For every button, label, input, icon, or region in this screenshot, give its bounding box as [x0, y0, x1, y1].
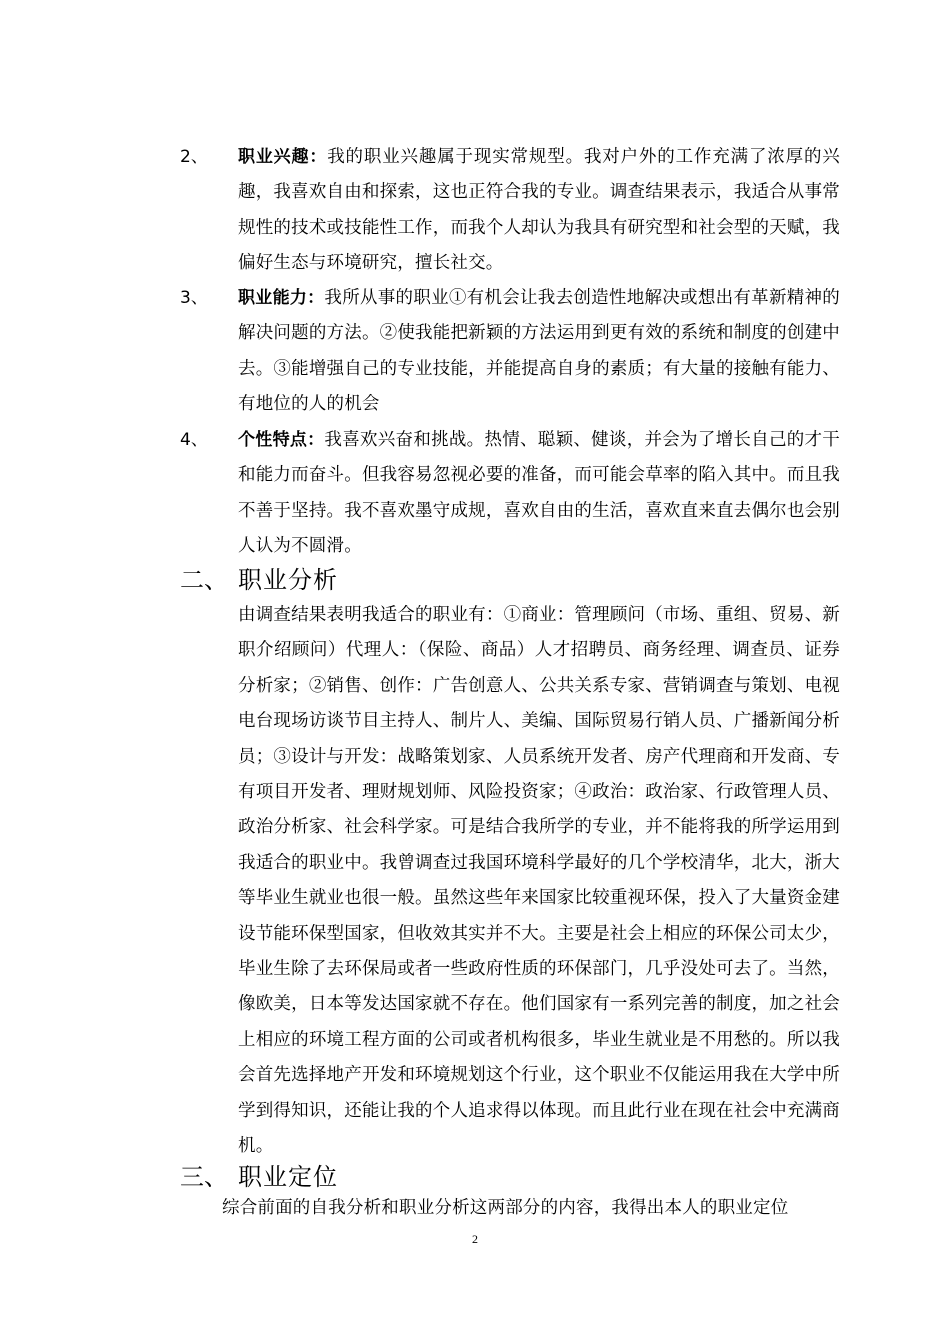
page-number: 2: [472, 1232, 478, 1246]
list-item-text: 我喜欢兴奋和挑战。热情、聪颖、健谈，并会为了增长自己的才干和能力而奋斗。但我容易忽视必要的准备，而可能会草率的陷入其中。而且我不善于坚持。我不喜欢墨守成规，喜欢自由的生活，喜欢直来直去偶尔也会别人认为不圆滑。: [238, 430, 840, 556]
list-item-number: 4、: [180, 430, 208, 450]
list-item-body: [238, 423, 840, 564]
section-number: 三、: [180, 1163, 228, 1191]
section-number: 二、: [180, 566, 228, 594]
list-item-body: [238, 140, 840, 281]
list-item-text: 我所从事的职业①有机会让我去创造性地解决或想出有革新精神的解决问题的方法。②使我能把新颖的方法运用到更有效的系统和制度的创建中去。③能增强自己的专业技能，并能提高自身的素质；有大量的接触有能力、有地位的人的机会: [238, 288, 840, 414]
list-item-number: 2、: [180, 147, 208, 167]
list-item-label: 个性特点：: [238, 430, 325, 450]
section-title: 职业分析: [238, 566, 338, 594]
section-heading-career-analysis: [180, 560, 840, 600]
section-title: 职业定位: [238, 1163, 338, 1191]
section-paragraph-career-analysis: 由调查结果表明我适合的职业有：①商业：管理顾问（市场、重组、贸易、新职介绍顾问）代理人：（保险、商品）人才招聘员、商务经理、调查员、证券分析家；②销售、创作：广告创意人、公共关系专家、营销调查与策划、电视电台现场访谈节目主持人、制片人、美编、国际贸易行销人员、广播新闻分析员；③设计与开发：战略策划家、人员系统开发者、房产代理商和开发商、专有项目开发者、理财规划师、风险投资家；④政治：政治家、行政管理人员、政治分析家、社会科学家。可是结合我所学的专业，并不能将我的所学运用到我适合的职业中。我曾调查过我国环境科学最好的几个学校清华，北大，浙大等毕业生就业也很一般。虽然这些年来国家比较重视环保，投入了大量资金建设节能环保型国家，但收效其实并不大。主要是社会上相应的环保公司太少，毕业生除了去环保局或者一些政府性质的环保部门，几乎没处可去了。当然，像欧美，日本等发达国家就不存在。他们国家有一系列完善的制度，加之社会上相应的环境工程方面的公司或者机构很多，毕业生就业是不用愁的。所以我会首先选择地产开发和环境规划这个行业，这个职业不仅能运用我在大学中所学到得知识，还能让我的个人追求得以体现。而且此行业在现在社会中充满商机。: [238, 605, 840, 1157]
list-item-body: [238, 281, 840, 422]
list-item-text: 我的职业兴趣属于现实常规型。我对户外的工作充满了浓厚的兴趣，我喜欢自由和探索，这也正符合我的专业。调查结果表示，我适合从事常规性的技术或技能性工作，而我个人却认为我具有研究型和社会型的天赋，我偏好生态与环境研究，擅长社交。: [238, 147, 840, 273]
section-paragraph-career-positioning: 综合前面的自我分析和职业分析这两部分的内容，我得出本人的职业定位: [222, 1198, 789, 1218]
list-item-label: 职业能力：: [238, 288, 325, 308]
list-item-label: 职业兴趣：: [238, 147, 328, 167]
list-item-number: 3、: [180, 288, 208, 308]
